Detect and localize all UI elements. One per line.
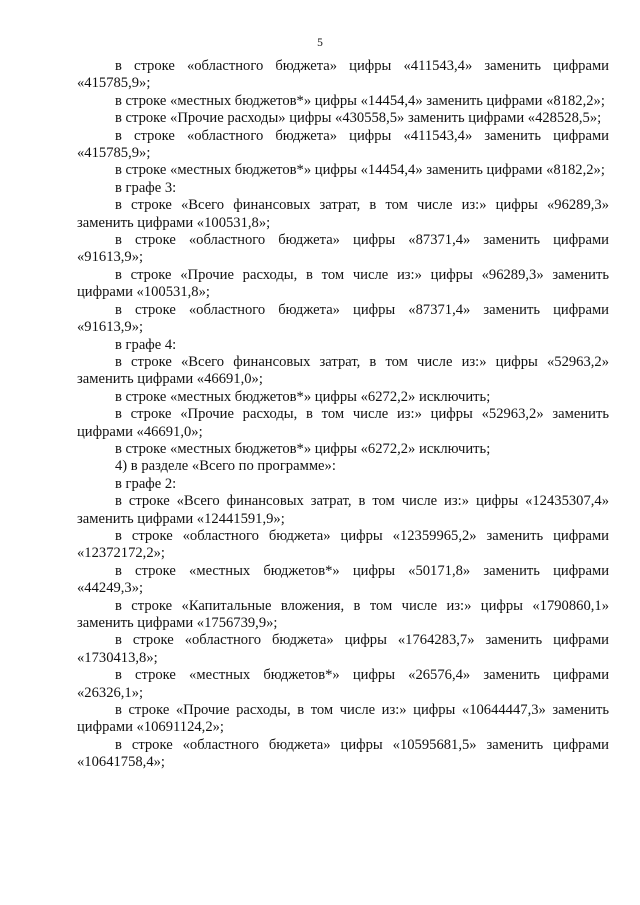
paragraph: в строке «Всего финансовых затрат, в том числе из:» цифры «96289,3» заменить цифрами «100531,8»;: [77, 197, 609, 231]
paragraph: в строке «областного бюджета» цифры «1764283,7» заменить цифрами «1730413,8»;: [77, 632, 609, 666]
paragraph: в строке «Всего финансовых затрат, в том числе из:» цифры «12435307,4» заменить цифрами «12441591,9»;: [77, 493, 609, 527]
paragraph: в строке «областного бюджета» цифры «10595681,5» заменить цифрами «10641758,4»;: [77, 736, 609, 771]
paragraph: в строке «Капитальные вложения, в том числе из:» цифры «1790860,1» заменить цифрами «1756739,9»;: [77, 597, 609, 631]
paragraph: в строке «областного бюджета» цифры «12359965,2» заменить цифрами «12372172,2»;: [77, 527, 609, 562]
paragraph: в строке «местных бюджетов*» цифры «50171,8» заменить цифрами «44249,3»;: [77, 562, 609, 597]
paragraph: в графе 2:: [115, 475, 177, 492]
paragraph: в строке «местных бюджетов*» цифры «14454,4» заменить цифрами «8182,2»;: [115, 162, 605, 179]
page-number: 5: [317, 37, 323, 49]
paragraph: в графе 4:: [115, 336, 177, 353]
paragraph: в строке «Прочие расходы, в том числе из:» цифры «96289,3» заменить цифрами «100531,8»;: [77, 266, 609, 301]
paragraph: в строке «Прочие расходы, в том числе из:» цифры «52963,2» заменить цифрами «46691,0»;: [77, 406, 609, 440]
paragraph: в строке «областного бюджета» цифры «87371,4» заменить цифрами «91613,9»;: [77, 301, 609, 336]
document-body: [77, 58, 609, 772]
paragraph: в строке «Всего финансовых затрат, в том числе из:» цифры «52963,2» заменить цифрами «46691,0»;: [77, 353, 609, 388]
paragraph: в строке «Прочие расходы, в том числе из:» цифры «10644447,3» заменить цифрами «10691124,2»;: [77, 702, 609, 736]
paragraph: в строке «местных бюджетов*» цифры «6272,2» исключить;: [115, 440, 491, 457]
paragraph: в строке «местных бюджетов*» цифры «6272,2» исключить;: [115, 388, 491, 405]
paragraph: в строке «Прочие расходы» цифры «430558,5» заменить цифрами «428528,5»;: [115, 110, 602, 127]
paragraph: 4) в разделе «Всего по программе»:: [115, 458, 336, 475]
paragraph: в строке «местных бюджетов*» цифры «14454,4» заменить цифрами «8182,2»;: [115, 92, 605, 109]
paragraph: в строке «областного бюджета» цифры «411543,4» заменить цифрами «415785,9»;: [77, 127, 609, 162]
paragraph: в строке «областного бюджета» цифры «87371,4» заменить цифрами «91613,9»;: [77, 232, 609, 266]
paragraph: в графе 3:: [115, 179, 177, 196]
paragraph: в строке «областного бюджета» цифры «411543,4» заменить цифрами «415785,9»;: [77, 58, 609, 92]
paragraph: в строке «местных бюджетов*» цифры «26576,4» заменить цифрами «26326,1»;: [77, 667, 609, 701]
